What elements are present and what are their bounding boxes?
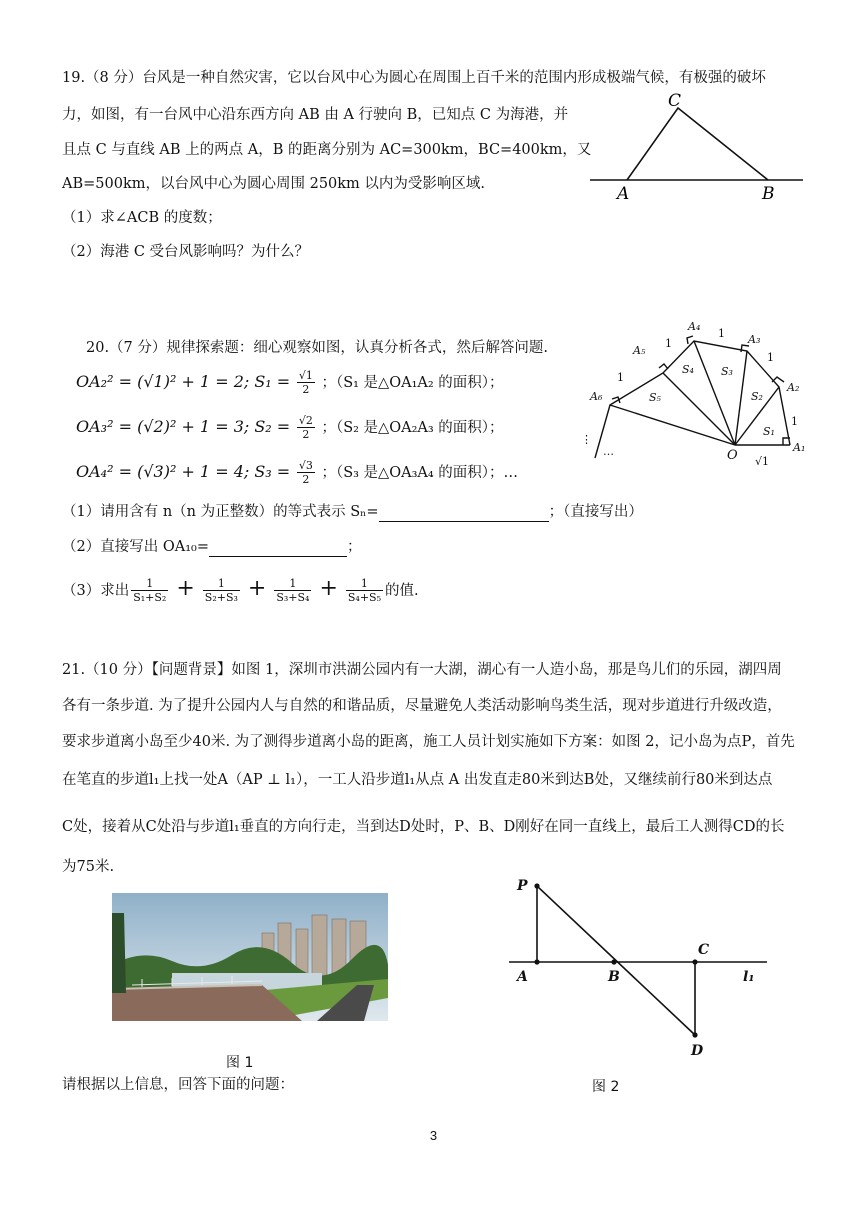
park-photo [112,893,388,1021]
answer-blank-1[interactable] [379,507,549,522]
q21-prompt: 请根据以上信息，回答下面的问题： [62,1077,294,1093]
triangle-sides [627,108,768,180]
label-o: O [727,448,738,463]
label-a3: A₃ [748,333,761,346]
eq2-note: ；（S₂ 是△OA₂A₃ 的面积）； [321,420,504,436]
q20-eq-2 [76,415,504,441]
eq1-note: ；（S₁ 是△OA₁A₂ 的面积）； [321,375,504,391]
label-s3: S₃ [721,365,733,378]
label-one-a4a5: 1 [665,337,672,350]
q20-eq-1 [76,370,504,396]
point-a [534,959,539,964]
eq3-fraction: $\frac{√3}{2}$ [298,459,313,486]
q20-sub-1: （1）请用含有 n（n 为正整数）的等式表示 Sₙ= ；（直接写出） [62,504,643,520]
q19-line-3: 且点 C 与直线 AB 上的两点 A，B 的距离分别为 AC=300km，BC=400km，又 [62,142,592,158]
label-one-a1a2: 1 [791,415,798,428]
q20-sub-2: （2）直接写出 OA₁₀= ； [62,539,362,555]
label-s1: S₁ [763,425,775,438]
point-b [611,959,616,964]
eq3-left: OA₄² = (√3)² + 1 = 4; S₃ = [76,462,291,481]
sum-frac-4: $\frac{1}{\text{S₄+S₅}}$ [347,577,381,604]
label-b: B [762,184,775,203]
figure-1-caption: 图 1 [226,1055,254,1071]
eq1-left: OA₂² = (√1)² + 1 = 2; S₁ = [76,372,291,391]
label-a6: A₆ [590,390,603,403]
sum-frac-1: $\frac{1}{\text{S₁+S₂}}$ [133,577,167,604]
point-d [692,1032,697,1037]
q19-line-1: 19.（8 分）台风是一种自然灾害，它以台风中心为圆心在周围上百千米的范围内形成极端气候，有极强的破坏 [62,70,766,86]
point-p [534,883,539,888]
label-a2: A₂ [787,381,800,394]
q21-line-1: 21.（10 分）【问题背景】如图 1，深圳市洪湖公园内有一大湖，湖心有一人造小岛，那是鸟儿们的乐园，湖四周 [62,662,782,678]
q19-line-2: 力，如图，有一台风中心沿东西方向 AB 由 A 行驶向 B，已知点 C 为海港，并 [62,107,569,123]
radius-oa4 [694,341,735,445]
sum-frac-3: $\frac{1}{\text{S₃+S₄}}$ [276,577,310,604]
q19-line-4: AB=500km，以台风中心为圆心周围 250km 以内为受影响区域. [62,176,486,192]
label-a: A [617,184,630,203]
answer-blank-2[interactable] [209,542,347,557]
q21-line-3: 要求步道离小岛至少40米. 为了测得步道离小岛的距离，施工人员计划实施如下方案：如图 2，记小岛为点P，首先 [62,734,795,750]
eq2-left: OA₃² = (√2)² + 1 = 3; S₂ = [76,417,291,436]
label-p: P [517,878,528,894]
label-l1: l₁ [743,969,755,985]
eq2-fraction: $\frac{√2}{2}$ [298,414,313,441]
label-c: C [698,942,710,958]
eq1-fraction: $\frac{√1}{2}$ [298,369,313,396]
label-a4: A₄ [688,320,701,333]
point-c [692,959,697,964]
figure-2-caption: 图 2 [592,1079,620,1095]
q21-line-6: 为75米. [62,859,115,875]
label-one-a5a6: 1 [617,371,624,384]
q20-spiral-figure [575,315,815,475]
label-a1: A₁ [793,441,806,454]
q20-sub-3: （3）求出 $\frac{1}{\text{S₁+S₂}}$ + $\frac{1}{\text{S₂+S₃}}$ + $\frac{1}{\text{S₃+S₄}}$ + $\frac{1}{\text{S₄+S₅}}$ 的值. [62,576,419,604]
page-number: 3 [429,1128,438,1143]
label-s5: S₅ [649,391,661,404]
q19-sub-1: （1）求∠ACB 的度数； [62,210,222,226]
q19-triangle-figure [590,88,805,203]
label-vdots: ⋮ [581,433,592,446]
label-one-a2a3: 1 [767,351,774,364]
label-sqrt1: √1 [755,455,770,468]
q21-line-2: 各有一条步道. 为了提升公园内人与自然的和谐品质，尽量避免人类活动影响鸟类生活，现对步道进行升级改造， [62,698,782,714]
label-a5: A₅ [633,344,646,357]
label-d: D [691,1043,704,1059]
label-s4: S₄ [682,363,694,376]
label-dots: … [603,445,614,458]
label-one-a3a4: 1 [718,327,725,340]
label-s2: S₂ [751,390,763,403]
q21-line-5: C处，接着从C处沿与步道l₁垂直的方向行走，当到达D处时，P、B、D刚好在同一直线上，最后工人测得CD的长 [62,819,785,835]
q19-sub-2: （2）海港 C 受台风影响吗？为什么？ [62,244,310,260]
eq3-note: ；（S₃ 是△OA₃A₄ 的面积）；… [321,465,519,481]
q21-figure-2 [505,868,770,1060]
radius-oa6 [610,405,735,445]
q20-intro: 20.（7 分）规律探索题：细心观察如图，认真分析各式，然后解答问题. [86,340,549,356]
sum-frac-2: $\frac{1}{\text{S₂+S₃}}$ [204,577,238,604]
label-b: B [608,969,620,985]
label-a: A [517,969,528,985]
q20-eq-3 [76,460,518,486]
label-c: C [668,91,682,111]
q21-line-4: 在笔直的步道l₁上找一处A（AP ⊥ l₁），一工人沿步道l₁从点 A 出发直走80米到达B处，又继续前行80米到达点 [62,772,773,788]
